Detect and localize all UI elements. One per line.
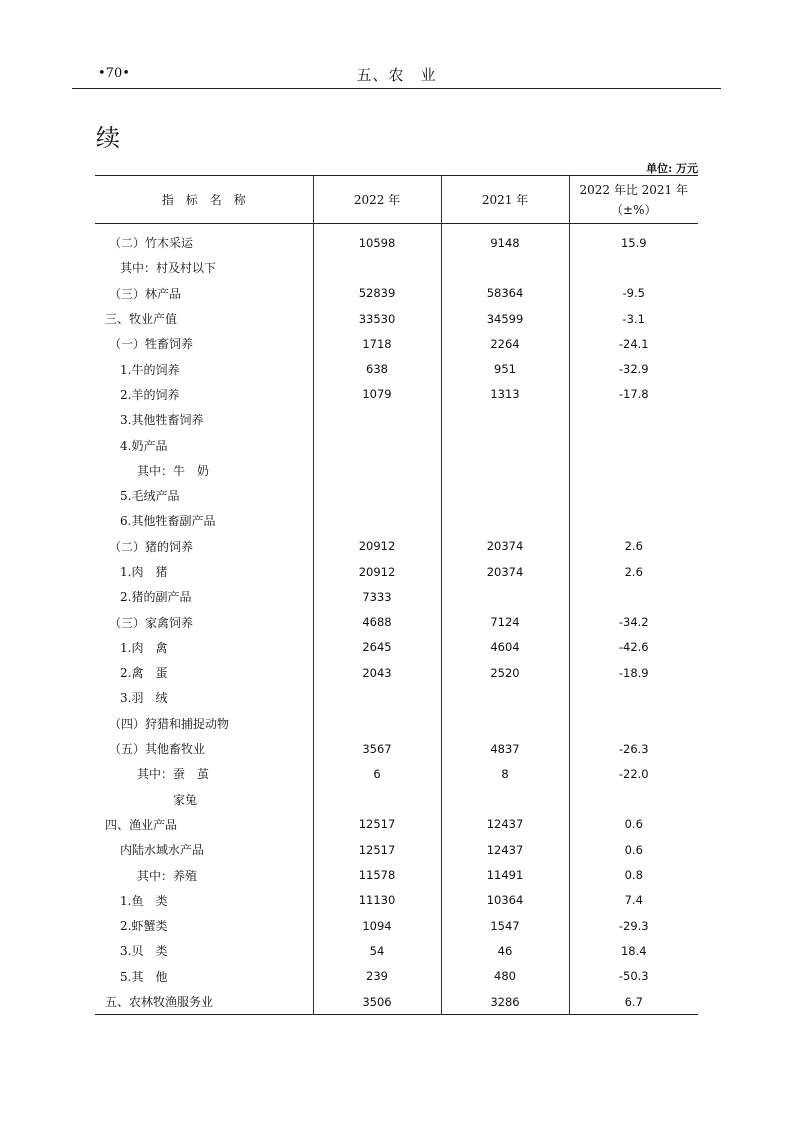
row-name-cell: 5.其 他 (120, 969, 168, 984)
value-2021-cell (441, 483, 569, 508)
value-2022-cell: 4688 (313, 609, 441, 634)
value-2022-cell (313, 711, 441, 736)
change-percent-cell (569, 711, 698, 736)
row-name-cell: 三、牧业产值 (105, 312, 178, 327)
value-2021-cell: 11491 (441, 862, 569, 887)
value-2022-cell: 12517 (313, 812, 441, 837)
table-row (95, 559, 698, 584)
column-header-change-line2: （±%） (611, 202, 657, 217)
value-2021-cell (441, 685, 569, 710)
table-row (95, 508, 698, 533)
row-name-cell: 内陆水域水产品 (120, 843, 205, 858)
value-2022-cell: 33530 (313, 306, 441, 331)
column-header-change-line1: 2022 年比 2021 年 (579, 182, 689, 197)
row-name-cell: 1.鱼 类 (120, 893, 168, 908)
table-row (95, 787, 698, 812)
column-header-change (569, 176, 698, 224)
change-percent-cell: -42.6 (569, 635, 698, 660)
table-row (95, 534, 698, 559)
value-2022-cell (313, 787, 441, 812)
table-row (95, 281, 698, 306)
change-percent-cell: -29.3 (569, 913, 698, 938)
row-name-cell: 其中：养殖 (137, 868, 198, 883)
value-2022-cell: 12517 (313, 837, 441, 862)
value-2022-cell: 6 (313, 761, 441, 786)
row-name-cell: （二）竹木采运 (109, 236, 194, 251)
change-percent-cell: -34.2 (569, 609, 698, 634)
value-2022-cell: 52839 (313, 281, 441, 306)
value-2022-cell: 10598 (313, 224, 441, 256)
change-percent-cell (569, 685, 698, 710)
change-percent-cell: 2.6 (569, 559, 698, 584)
table-row (95, 483, 698, 508)
value-2022-cell: 54 (313, 938, 441, 963)
change-percent-cell: 15.9 (569, 224, 698, 256)
value-2021-cell: 12437 (441, 812, 569, 837)
value-2021-cell: 34599 (441, 306, 569, 331)
value-2021-cell: 9148 (441, 224, 569, 256)
change-percent-cell: 2.6 (569, 534, 698, 559)
value-2022-cell: 11578 (313, 862, 441, 887)
value-2022-cell: 1094 (313, 913, 441, 938)
table-row (95, 685, 698, 710)
change-percent-cell (569, 407, 698, 432)
change-percent-cell: -26.3 (569, 736, 698, 761)
table-row (95, 938, 698, 963)
row-name-cell: 家兔 (173, 792, 198, 807)
row-name-cell: 1.肉 禽 (120, 640, 168, 655)
row-name-cell: 四、渔业产品 (105, 817, 178, 832)
row-name-cell: 其中：蚕 茧 (137, 767, 210, 782)
change-percent-cell: -22.0 (569, 761, 698, 786)
change-percent-cell: -9.5 (569, 281, 698, 306)
table-header-row (95, 176, 698, 224)
change-percent-cell (569, 584, 698, 609)
row-name-cell: 3.贝 类 (120, 944, 168, 959)
value-2021-cell: 2520 (441, 660, 569, 685)
change-percent-cell: 6.7 (569, 989, 698, 1015)
value-2022-cell: 11130 (313, 888, 441, 913)
unit-label: 单位: 万元 (646, 162, 698, 175)
value-2022-cell (313, 508, 441, 533)
row-name-cell: （三）林产品 (109, 286, 182, 301)
page-number: •70• (98, 66, 130, 81)
table-row (95, 306, 698, 331)
row-name-cell: 4.奶产品 (120, 438, 168, 453)
value-2021-cell: 46 (441, 938, 569, 963)
row-name-cell: （一）牲畜饲养 (109, 337, 194, 352)
value-2022-cell (313, 685, 441, 710)
column-header-2021: 2021 年 (441, 176, 569, 224)
table-row (95, 888, 698, 913)
change-percent-cell: -3.1 (569, 306, 698, 331)
value-2021-cell: 58364 (441, 281, 569, 306)
value-2021-cell: 951 (441, 356, 569, 381)
table-row (95, 382, 698, 407)
value-2021-cell (441, 407, 569, 432)
value-2022-cell: 239 (313, 964, 441, 989)
change-percent-cell (569, 458, 698, 483)
value-2022-cell: 7333 (313, 584, 441, 609)
row-name-cell: （二）猪的饲养 (109, 539, 194, 554)
row-name-cell: 6.其他牲畜副产品 (120, 514, 216, 529)
table-row (95, 432, 698, 457)
agriculture-output-table (95, 175, 698, 1015)
value-2022-cell (313, 407, 441, 432)
value-2021-cell: 480 (441, 964, 569, 989)
value-2021-cell: 8 (441, 761, 569, 786)
value-2022-cell: 2043 (313, 660, 441, 685)
value-2021-cell (441, 584, 569, 609)
column-header-indicator: 指 标 名 称 (95, 176, 313, 224)
value-2022-cell (313, 432, 441, 457)
change-percent-cell (569, 432, 698, 457)
value-2021-cell (441, 508, 569, 533)
row-name-cell: 其中：村及村以下 (120, 261, 217, 276)
row-name-cell: 1.肉 猪 (120, 565, 168, 579)
value-2022-cell: 3506 (313, 989, 441, 1015)
value-2022-cell: 1718 (313, 331, 441, 356)
value-2021-cell: 3286 (441, 989, 569, 1015)
row-name-cell: 3.其他牲畜饲养 (120, 413, 204, 428)
table-row (95, 356, 698, 381)
value-2021-cell: 1547 (441, 913, 569, 938)
row-name-cell: 其中：牛 奶 (137, 463, 210, 478)
value-2021-cell: 20374 (441, 559, 569, 584)
value-2021-cell (441, 432, 569, 457)
change-percent-cell (569, 508, 698, 533)
row-name-cell: 2.猪的副产品 (120, 590, 192, 605)
table-row (95, 964, 698, 989)
row-name-cell: （四）狩猎和捕捉动物 (109, 716, 230, 731)
value-2022-cell: 20912 (313, 534, 441, 559)
continued-label: 续 (96, 124, 120, 152)
table-row (95, 913, 698, 938)
row-name-cell: （五）其他畜牧业 (109, 742, 206, 757)
value-2022-cell (313, 458, 441, 483)
change-percent-cell: -32.9 (569, 356, 698, 381)
value-2021-cell: 2264 (441, 331, 569, 356)
value-2021-cell: 20374 (441, 534, 569, 559)
table-body (95, 224, 698, 1015)
value-2021-cell: 10364 (441, 888, 569, 913)
value-2021-cell: 12437 (441, 837, 569, 862)
row-name-cell: 2.羊的饲养 (120, 387, 180, 402)
value-2022-cell: 2645 (313, 635, 441, 660)
value-2022-cell: 3567 (313, 736, 441, 761)
table-row (95, 711, 698, 736)
row-name-cell: 2.禽 蛋 (120, 666, 168, 681)
value-2022-cell (313, 483, 441, 508)
row-name-cell: 1.牛的饲养 (120, 362, 180, 377)
table-row (95, 837, 698, 862)
table-row (95, 407, 698, 432)
row-name-cell: 5.毛绒产品 (120, 489, 180, 504)
table-row (95, 736, 698, 761)
table-row (95, 458, 698, 483)
value-2022-cell: 1079 (313, 382, 441, 407)
table-row (95, 255, 698, 280)
value-2021-cell: 4837 (441, 736, 569, 761)
column-header-2022: 2022 年 (313, 176, 441, 224)
change-percent-cell: 0.8 (569, 862, 698, 887)
value-2021-cell: 1313 (441, 382, 569, 407)
change-percent-cell: 0.6 (569, 837, 698, 862)
row-name-cell: 3.羽 绒 (120, 691, 168, 706)
table-row (95, 331, 698, 356)
table-row (95, 224, 698, 256)
value-2021-cell (441, 787, 569, 812)
value-2022-cell (313, 255, 441, 280)
value-2022-cell: 638 (313, 356, 441, 381)
change-percent-cell: -17.8 (569, 382, 698, 407)
table-row (95, 989, 698, 1015)
change-percent-cell: -50.3 (569, 964, 698, 989)
value-2021-cell (441, 255, 569, 280)
change-percent-cell (569, 787, 698, 812)
table-row (95, 660, 698, 685)
table-row (95, 761, 698, 786)
table-row (95, 862, 698, 887)
value-2021-cell: 7124 (441, 609, 569, 634)
table-row (95, 609, 698, 634)
value-2022-cell: 20912 (313, 559, 441, 584)
table-row (95, 812, 698, 837)
table-row (95, 584, 698, 609)
change-percent-cell: 7.4 (569, 888, 698, 913)
page-header (72, 62, 721, 89)
chapter-title: 五、农 业 (356, 66, 437, 84)
value-2021-cell (441, 458, 569, 483)
table-row (95, 635, 698, 660)
row-name-cell: （三）家禽饲养 (109, 615, 194, 630)
change-percent-cell: -24.1 (569, 331, 698, 356)
change-percent-cell: 18.4 (569, 938, 698, 963)
row-name-cell: 五、农林牧渔服务业 (105, 995, 214, 1010)
change-percent-cell: 0.6 (569, 812, 698, 837)
row-name-cell: 2.虾蟹类 (120, 919, 168, 934)
change-percent-cell (569, 483, 698, 508)
change-percent-cell (569, 255, 698, 280)
change-percent-cell: -18.9 (569, 660, 698, 685)
value-2021-cell (441, 711, 569, 736)
value-2021-cell: 4604 (441, 635, 569, 660)
